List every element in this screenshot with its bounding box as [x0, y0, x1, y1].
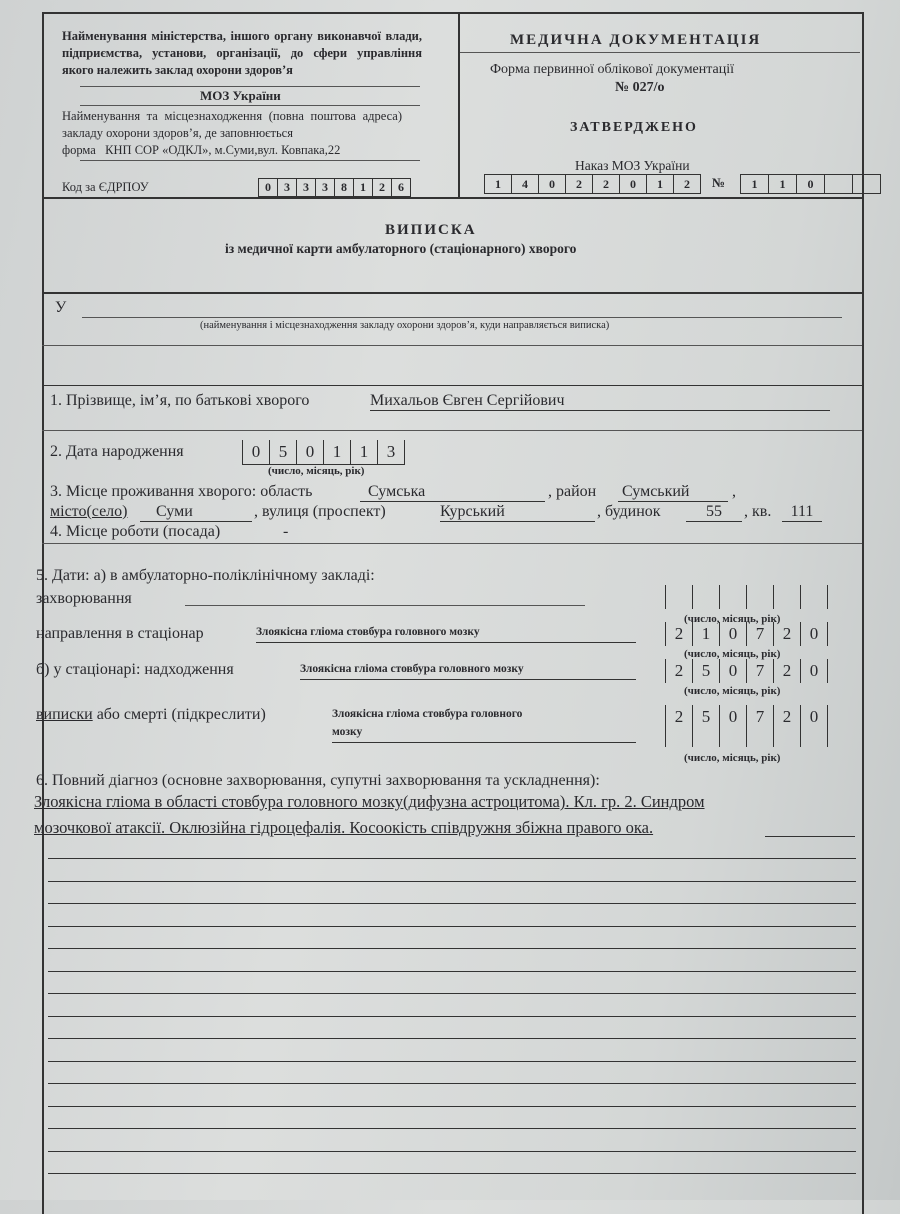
- blank-line[interactable]: [48, 993, 856, 994]
- admission-date-boxes[interactable]: [665, 659, 828, 683]
- street-value[interactable]: Курський: [440, 503, 595, 522]
- facility-label: [62, 108, 402, 159]
- document-title: ВИПИСКА: [385, 222, 477, 238]
- document-subtitle: із медичної карти амбулаторного (стаціонарного) хворого: [225, 241, 577, 256]
- blank-line[interactable]: [48, 948, 856, 949]
- digit-box: 1: [354, 179, 373, 196]
- divider: [80, 105, 420, 106]
- recipient-label: У: [55, 299, 67, 316]
- digit-box: 7: [747, 622, 774, 646]
- digit-box: 0: [797, 175, 825, 193]
- digit-box: 0: [539, 175, 566, 193]
- facility-label-text: Найменування та місцезнаходження (повна поштова адреса) закладу охорони здоров’я, де заповнюється: [62, 109, 402, 140]
- digit-box: 4: [512, 175, 539, 193]
- digit-box: 0: [720, 705, 747, 747]
- date-caption: (число, місяць, рік): [684, 752, 781, 764]
- blank-line[interactable]: [48, 1061, 856, 1062]
- digit-box: 2: [566, 175, 593, 193]
- illness-date-boxes[interactable]: [665, 585, 828, 609]
- digit-box: [825, 175, 853, 193]
- blank-line[interactable]: [48, 1151, 856, 1152]
- digit-box: 5: [270, 440, 297, 464]
- digit-box: 1: [485, 175, 512, 193]
- referral-value[interactable]: Злоякісна гліома стовбура головного мозку: [256, 626, 636, 643]
- street-label: , вулиця (проспект): [254, 503, 386, 520]
- digit-box: [666, 585, 693, 609]
- form-number: № 027/о: [615, 80, 665, 95]
- digit-box: 5: [693, 705, 720, 747]
- facility-prefix: форма: [62, 143, 96, 157]
- district-label: , район: [548, 483, 597, 500]
- divider: [42, 385, 862, 386]
- work-label: 4. Місце роботи (посада): [50, 523, 221, 540]
- discharge-date-boxes[interactable]: [665, 705, 828, 747]
- digit-box: 2: [666, 659, 693, 683]
- admission-label: б) у стаціонарі: надходження: [36, 661, 234, 678]
- divider: [42, 292, 862, 294]
- approved-label: ЗАТВЕРДЖЕНО: [570, 120, 698, 135]
- blank-line[interactable]: [48, 1038, 856, 1039]
- comma: ,: [732, 483, 736, 500]
- form-line: Форма первинної облікової документації: [490, 62, 735, 77]
- digit-box: 2: [373, 179, 392, 196]
- digit-box: 0: [801, 705, 828, 747]
- referral-date-boxes[interactable]: [665, 622, 828, 646]
- order-date-boxes: [484, 174, 701, 194]
- digit-box: 2: [666, 705, 693, 747]
- recipient-field[interactable]: [82, 317, 842, 318]
- divider: [42, 197, 862, 199]
- blank-line[interactable]: [48, 1083, 856, 1084]
- blank-line[interactable]: [48, 926, 856, 927]
- illness-field[interactable]: [185, 605, 585, 606]
- digit-box: 1: [693, 622, 720, 646]
- diagnosis-line-1[interactable]: Злоякісна гліома в області стовбура головного мозку(дифузна астроцитома). Кл. гр. 2. Синдром: [34, 792, 705, 811]
- divider: [42, 543, 862, 544]
- digit-box: 2: [774, 622, 801, 646]
- digit-box: 1: [769, 175, 797, 193]
- discharge-value-line2[interactable]: мозку: [332, 726, 636, 743]
- edrpou-label: Код за ЄДРПОУ: [62, 180, 149, 194]
- blank-line[interactable]: [48, 1173, 856, 1174]
- diagnosis-label: 6. Повний діагноз (основне захворювання, супутні захворювання та ускладнення):: [36, 772, 600, 789]
- digit-box: 0: [801, 622, 828, 646]
- ministry-value: МОЗ України: [200, 88, 281, 103]
- divider: [42, 345, 862, 346]
- edrpou-code-boxes: [258, 178, 411, 197]
- digit-box: 1: [647, 175, 674, 193]
- district-text: Сумський: [622, 483, 690, 500]
- discharge-value-line1[interactable]: Злоякісна гліома стовбура головного: [332, 708, 523, 720]
- recipient-caption: (найменування і місцезнаходження закладу охорони здоров’я, куди направляється виписка): [200, 320, 610, 331]
- digit-box: 2: [774, 705, 801, 747]
- digit-box: 1: [351, 440, 378, 464]
- digit-box: 2: [593, 175, 620, 193]
- date-caption: (число, місяць, рік): [684, 685, 781, 697]
- discharge-underlined: виписки: [36, 706, 93, 723]
- dob-label: 2. Дата народження: [50, 443, 184, 460]
- digit-box: 3: [378, 440, 405, 464]
- digit-box: 2: [666, 622, 693, 646]
- order-number-boxes: [740, 174, 881, 194]
- digit-box: 1: [324, 440, 351, 464]
- digit-box: 8: [335, 179, 354, 196]
- house-value[interactable]: 55: [686, 503, 742, 522]
- apt-value[interactable]: 111: [782, 503, 822, 522]
- dob-caption: (число, місяць, рік): [268, 465, 365, 477]
- date-caption: (число, місяць, рік): [684, 648, 781, 660]
- admission-value[interactable]: Злоякісна гліома стовбура головного мозку: [300, 663, 636, 680]
- name-value[interactable]: Михальов Євген Сергійович: [370, 392, 830, 411]
- digit-box: 0: [620, 175, 647, 193]
- header-divider: [458, 12, 460, 198]
- discharge-label-text: або смерті (підкреслити): [96, 706, 266, 723]
- digit-box: 0: [259, 179, 278, 196]
- residence-label: 3. Місце проживання хворого: область: [50, 483, 313, 500]
- blank-line[interactable]: [48, 1016, 856, 1017]
- digit-box: [747, 585, 774, 609]
- digit-box: [720, 585, 747, 609]
- divider: [80, 160, 420, 161]
- house-label: , будинок: [597, 503, 661, 520]
- digit-box: 3: [297, 179, 316, 196]
- facility-value: КНП СОР «ОДКЛ», м.Суми,вул. Ковпака,22: [105, 143, 341, 157]
- digit-box: 5: [693, 659, 720, 683]
- digit-box: [693, 585, 720, 609]
- diagnosis-line-2[interactable]: мозочкової атаксії. Оклюзійна гідроцефалія. Косоокість співдружня збіжна правого ока.: [34, 818, 654, 837]
- digit-box: 7: [747, 659, 774, 683]
- ministry-label: Найменування міністерства, іншого органу виконавчої влади, підприємства, установи, організації, до сфери управління якого належить заклад охорони здоров’я: [62, 29, 422, 77]
- work-value[interactable]: -: [283, 523, 289, 540]
- digit-box: 0: [720, 659, 747, 683]
- blank-line[interactable]: [48, 1128, 856, 1129]
- digit-box: 3: [316, 179, 335, 196]
- blank-line[interactable]: [48, 971, 856, 972]
- referral-label: направлення в стаціонар: [36, 625, 204, 642]
- digit-box: 6: [398, 180, 404, 194]
- digit-box: 0: [243, 440, 270, 464]
- digit-box: 2: [684, 177, 690, 191]
- digit-box: 0: [720, 622, 747, 646]
- illness-label: захворювання: [36, 590, 132, 607]
- digit-box: [853, 175, 880, 193]
- digit-box: [801, 585, 828, 609]
- digit-box: 3: [278, 179, 297, 196]
- city-label: місто(село): [50, 503, 128, 520]
- dates-label: 5. Дати: а) в амбулаторно-поліклінічному закладі:: [36, 567, 375, 584]
- name-label: 1. Прізвище, ім’я, по батькові хворого: [50, 392, 310, 409]
- blank-line[interactable]: [48, 858, 856, 859]
- blank-line[interactable]: [48, 881, 856, 882]
- oblast-text: Сумська: [368, 483, 426, 500]
- discharge-label: [36, 706, 266, 724]
- digit-box: [774, 585, 801, 609]
- number-sign: №: [712, 175, 726, 190]
- facility-line: [62, 142, 402, 159]
- date-caption: (число, місяць, рік): [684, 613, 781, 625]
- oblast-value[interactable]: [360, 483, 545, 502]
- medical-documentation-title: МЕДИЧНА ДОКУМЕНТАЦІЯ: [510, 32, 762, 48]
- digit-box: 7: [747, 705, 774, 747]
- divider: [42, 430, 862, 431]
- city-text: Суми: [156, 503, 193, 520]
- order-label: Наказ МОЗ України: [575, 158, 690, 173]
- digit-box: 0: [801, 659, 828, 683]
- blank-line[interactable]: [48, 903, 856, 904]
- district-value[interactable]: [618, 483, 728, 502]
- digit-box: 1: [741, 175, 769, 193]
- city-value[interactable]: [140, 503, 252, 522]
- dob-boxes[interactable]: [242, 440, 405, 465]
- apt-label: , кв.: [744, 503, 772, 520]
- divider: [80, 86, 420, 87]
- digit-box: 0: [297, 440, 324, 464]
- divider: [460, 52, 860, 53]
- blank-line[interactable]: [48, 1106, 856, 1107]
- digit-box: 2: [774, 659, 801, 683]
